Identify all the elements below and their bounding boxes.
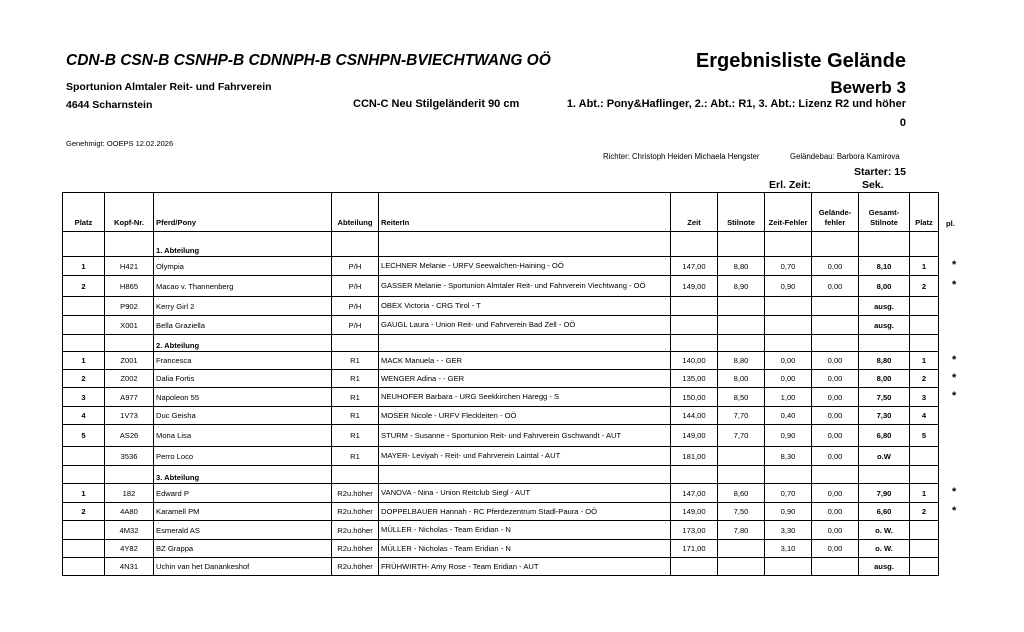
- pl-column-label: pl.: [946, 219, 955, 228]
- rider-cell: MÜLLER - Nicholas - Team Eridian - N: [379, 540, 671, 558]
- competition-number: Bewerb 3: [830, 78, 906, 97]
- col-stilnote-header: Stilnote: [718, 193, 765, 232]
- time-faults-cell: [765, 558, 812, 576]
- rider-cell: GAUGL Laura - Union Reit- und Fahrverein Bad Zell - OÖ: [379, 316, 671, 335]
- course-faults-cell: 0,00: [812, 407, 859, 425]
- course-faults-cell: 0,00: [812, 388, 859, 407]
- total-cell: 8,10: [859, 257, 910, 276]
- col-gelaendefehler-header: Gelände- fehler: [812, 193, 859, 232]
- course-faults-cell: 0,00: [812, 521, 859, 540]
- rank-cell: [910, 558, 939, 576]
- course-faults-cell: 0,00: [812, 257, 859, 276]
- style-cell: 8,80: [718, 352, 765, 370]
- horse-cell: Esmerald AS: [154, 521, 332, 540]
- rank-cell: 4: [910, 407, 939, 425]
- allowed-time-label: Erl. Zeit:: [769, 179, 812, 191]
- section-title: 1. Abteilung: [154, 232, 332, 257]
- starter-count: Starter: 15: [854, 166, 906, 178]
- empty-cell: [910, 335, 939, 352]
- style-cell: [718, 297, 765, 316]
- time-faults-cell: 8,30: [765, 447, 812, 466]
- empty-cell: [765, 335, 812, 352]
- division-cell: P/H: [332, 297, 379, 316]
- rank-cell: 2: [910, 370, 939, 388]
- division-cell: P/H: [332, 257, 379, 276]
- total-cell: ausg.: [859, 316, 910, 335]
- empty-cell: [105, 232, 154, 257]
- time-cell: 149,00: [671, 276, 718, 297]
- empty-cell: [671, 232, 718, 257]
- table-row: [63, 407, 939, 425]
- empty-cell: [379, 335, 671, 352]
- time-cell: 147,00: [671, 257, 718, 276]
- place-cell: 1: [63, 352, 105, 370]
- horse-cell: Bella Graziella: [154, 316, 332, 335]
- head-no-cell: 4Y82: [105, 540, 154, 558]
- course-faults-cell: 0,00: [812, 370, 859, 388]
- time-cell: 150,00: [671, 388, 718, 407]
- empty-cell: [718, 232, 765, 257]
- horse-cell: BZ Grappa: [154, 540, 332, 558]
- rider-cell: DOPPELBAUER Hannah - RC Pferdezentrum Stadl-Paura - OÖ: [379, 503, 671, 521]
- table-row: [63, 276, 939, 297]
- style-cell: [718, 558, 765, 576]
- rank-cell: 2: [910, 276, 939, 297]
- place-cell: 1: [63, 484, 105, 503]
- section-header-row: [63, 232, 939, 257]
- rank-cell: 5: [910, 425, 939, 447]
- time-faults-cell: 0,90: [765, 425, 812, 447]
- empty-cell: [332, 335, 379, 352]
- division-cell: R1: [332, 352, 379, 370]
- result-list-title: Ergebnisliste Gelände: [695, 50, 906, 72]
- division-cell: R1: [332, 425, 379, 447]
- empty-cell: [671, 466, 718, 484]
- rank-cell: 3: [910, 388, 939, 407]
- qualified-mark: *: [952, 259, 957, 271]
- empty-cell: [812, 335, 859, 352]
- empty-cell: [671, 335, 718, 352]
- total-cell: o.W: [859, 447, 910, 466]
- total-cell: 7,90: [859, 484, 910, 503]
- time-cell: [671, 316, 718, 335]
- col-reiterin-header: ReiterIn: [379, 193, 671, 232]
- time-faults-cell: [765, 316, 812, 335]
- head-no-cell: 1V73: [105, 407, 154, 425]
- place-cell: 2: [63, 503, 105, 521]
- place-cell: [63, 558, 105, 576]
- rider-cell: OBEX Victoria - CRG Tirol - T: [379, 297, 671, 316]
- empty-cell: [332, 466, 379, 484]
- total-cell: 8,80: [859, 352, 910, 370]
- total-cell: 8,00: [859, 370, 910, 388]
- rider-cell: FRÜHWIRTH- Amy Rose - Team Eridian - AUT: [379, 558, 671, 576]
- rank-cell: [910, 540, 939, 558]
- time-cell: 171,00: [671, 540, 718, 558]
- place-cell: [63, 540, 105, 558]
- style-cell: 7,70: [718, 425, 765, 447]
- style-cell: 8,60: [718, 484, 765, 503]
- qualified-mark: *: [952, 279, 957, 291]
- head-no-cell: A977: [105, 388, 154, 407]
- course-faults-cell: 0,00: [812, 503, 859, 521]
- course-faults-cell: [812, 297, 859, 316]
- time-cell: 181,00: [671, 447, 718, 466]
- total-cell: 7,30: [859, 407, 910, 425]
- judges: Richter: Christoph Heiden Michaela Hengster: [603, 152, 760, 161]
- total-cell: 7,50: [859, 388, 910, 407]
- empty-cell: [910, 232, 939, 257]
- rider-cell: WENGER Adina - - GER: [379, 370, 671, 388]
- rider-cell: MOSER Nicole - URFV Fleckleiten - OÖ: [379, 407, 671, 425]
- table-row: [63, 316, 939, 335]
- course-faults-cell: 0,00: [812, 352, 859, 370]
- place-cell: [63, 297, 105, 316]
- time-faults-cell: 1,00: [765, 388, 812, 407]
- course-faults-cell: 0,00: [812, 276, 859, 297]
- empty-cell: [105, 335, 154, 352]
- section-header-row: [63, 466, 939, 484]
- results-table: [62, 192, 939, 576]
- time-faults-cell: 0,90: [765, 503, 812, 521]
- col-gesamt-stilnote-header: Gesamt- Stilnote: [859, 193, 910, 232]
- place-cell: 3: [63, 388, 105, 407]
- table-row: [63, 447, 939, 466]
- horse-cell: Kerry Girl 2: [154, 297, 332, 316]
- table-row: [63, 388, 939, 407]
- style-cell: 8,50: [718, 388, 765, 407]
- table-row: [63, 297, 939, 316]
- head-no-cell: X001: [105, 316, 154, 335]
- table-row: [63, 558, 939, 576]
- horse-cell: Mona Lisa: [154, 425, 332, 447]
- time-cell: [671, 558, 718, 576]
- empty-cell: [379, 232, 671, 257]
- total-cell: o. W.: [859, 540, 910, 558]
- time-faults-cell: 0,70: [765, 257, 812, 276]
- head-no-cell: H421: [105, 257, 154, 276]
- time-faults-cell: 0,00: [765, 370, 812, 388]
- rider-cell: VANOVA - Nina - Union Reitclub Siegl - AUT: [379, 484, 671, 503]
- horse-cell: Napoleon 55: [154, 388, 332, 407]
- col-zeit-header: Zeit: [671, 193, 718, 232]
- head-no-cell: 4A80: [105, 503, 154, 521]
- place-cell: [63, 316, 105, 335]
- event-title: CDN-B CSN-B CSNHP-B CDNNPH-B CSNHPN-BVIECHTWANG OÖ: [66, 52, 551, 69]
- col-pferd-header: Pferd/Pony: [154, 193, 332, 232]
- col-rank-header: Platz: [910, 193, 939, 232]
- place-cell: 4: [63, 407, 105, 425]
- time-faults-cell: 0,70: [765, 484, 812, 503]
- rider-cell: LECHNER Melanie - URFV Seewalchen-Haining - OÖ: [379, 257, 671, 276]
- rank-cell: [910, 297, 939, 316]
- col-platz-header: Platz: [63, 193, 105, 232]
- qualified-mark: *: [952, 390, 957, 402]
- qualified-mark: *: [952, 371, 957, 384]
- place-cell: [63, 521, 105, 540]
- rider-cell: MACK Manuela - - GER: [379, 352, 671, 370]
- table-row: [63, 540, 939, 558]
- division-cell: R2u.höher: [332, 540, 379, 558]
- empty-cell: [859, 232, 910, 257]
- empty-cell: [859, 335, 910, 352]
- horse-cell: Francesca: [154, 352, 332, 370]
- place-cell: 1: [63, 257, 105, 276]
- time-cell: 173,00: [671, 521, 718, 540]
- style-cell: 7,50: [718, 503, 765, 521]
- col-kopf-nr-header: Kopf-Nr.: [105, 193, 154, 232]
- course-faults-cell: [812, 316, 859, 335]
- time-cell: [671, 297, 718, 316]
- place-cell: 2: [63, 276, 105, 297]
- time-cell: 144,00: [671, 407, 718, 425]
- horse-cell: Edward P: [154, 484, 332, 503]
- seconds-label: Sek.: [862, 179, 884, 191]
- total-cell: 6,60: [859, 503, 910, 521]
- style-cell: 8,80: [718, 257, 765, 276]
- place-cell: [63, 447, 105, 466]
- head-no-cell: 182: [105, 484, 154, 503]
- section-header-row: [63, 335, 939, 352]
- qualified-mark: *: [952, 486, 957, 498]
- style-cell: [718, 316, 765, 335]
- division-cell: P/H: [332, 316, 379, 335]
- empty-cell: [105, 466, 154, 484]
- rank-cell: [910, 521, 939, 540]
- time-faults-cell: 3,10: [765, 540, 812, 558]
- qualified-mark: *: [952, 504, 957, 517]
- head-no-cell: 4N31: [105, 558, 154, 576]
- rank-cell: [910, 447, 939, 466]
- table-row: [63, 257, 939, 276]
- total-cell: o. W.: [859, 521, 910, 540]
- time-faults-cell: 0,00: [765, 352, 812, 370]
- time-faults-cell: [765, 297, 812, 316]
- horse-cell: Duc Geisha: [154, 407, 332, 425]
- place-cell: 2: [63, 370, 105, 388]
- head-no-cell: Z001: [105, 352, 154, 370]
- table-row: [63, 484, 939, 503]
- empty-cell: [859, 466, 910, 484]
- time-faults-cell: 0,90: [765, 276, 812, 297]
- empty-cell: [332, 232, 379, 257]
- empty-cell: [718, 335, 765, 352]
- horse-cell: Macao v. Thannenberg: [154, 276, 332, 297]
- head-no-cell: Z002: [105, 370, 154, 388]
- section-title: 2. Abteilung: [154, 335, 332, 352]
- empty-cell: [63, 466, 105, 484]
- rider-cell: MÜLLER - Nicholas - Team Eridian - N: [379, 521, 671, 540]
- organizer-club: Sportunion Almtaler Reit- und Fahrverein: [66, 81, 272, 93]
- style-cell: 8,90: [718, 276, 765, 297]
- table-row: [63, 370, 939, 388]
- head-no-cell: AS26: [105, 425, 154, 447]
- rider-cell: NEUHOFER Barbara - URG Seekkirchen Haregg - S: [379, 388, 671, 407]
- course-faults-cell: [812, 558, 859, 576]
- style-cell: 8,00: [718, 370, 765, 388]
- head-no-cell: H865: [105, 276, 154, 297]
- course-faults-cell: 0,00: [812, 540, 859, 558]
- competition-name: CCN-C Neu Stilgeländerit 90 cm: [353, 98, 520, 110]
- rider-cell: MAYER- Leviyah - Reit- und Fahrverein Laintal - AUT: [379, 447, 671, 466]
- empty-cell: [63, 335, 105, 352]
- division-cell: R2u.höher: [332, 484, 379, 503]
- total-cell: 8,00: [859, 276, 910, 297]
- head-no-cell: 3536: [105, 447, 154, 466]
- empty-cell: [718, 466, 765, 484]
- horse-cell: Olympia: [154, 257, 332, 276]
- horse-cell: Perro Loco: [154, 447, 332, 466]
- division-cell: P/H: [332, 276, 379, 297]
- division-cell: R1: [332, 407, 379, 425]
- table-row: [63, 521, 939, 540]
- table-row: [63, 425, 939, 447]
- division-cell: R2u.höher: [332, 521, 379, 540]
- course-faults-cell: 0,00: [812, 447, 859, 466]
- rank-cell: 1: [910, 352, 939, 370]
- time-faults-cell: 0,40: [765, 407, 812, 425]
- empty-cell: [910, 466, 939, 484]
- divisions-description: 1. Abt.: Pony&Haflinger, 2.: Abt.: R1, 3. Abt.: Lizenz R2 und höher: [566, 98, 906, 110]
- table-row: [63, 352, 939, 370]
- empty-cell: [63, 232, 105, 257]
- total-cell: 6,80: [859, 425, 910, 447]
- table-row: [63, 503, 939, 521]
- rank-cell: [910, 316, 939, 335]
- horse-cell: Dalia Fortis: [154, 370, 332, 388]
- rider-cell: GASSER Melanie - Sportunion Almtaler Reit- und Fahrverein Viechtwang - OÖ: [379, 276, 671, 297]
- course-builder: Geländebau: Barbora Kamirova: [790, 152, 900, 161]
- organizer-city: 4644 Scharnstein: [66, 99, 153, 111]
- total-cell: ausg.: [859, 297, 910, 316]
- time-faults-cell: 3,30: [765, 521, 812, 540]
- head-no-cell: 4M32: [105, 521, 154, 540]
- total-cell: ausg.: [859, 558, 910, 576]
- division-cell: R1: [332, 388, 379, 407]
- style-cell: [718, 540, 765, 558]
- section-title: 3. Abteilung: [154, 466, 332, 484]
- division-cell: R2u.höher: [332, 558, 379, 576]
- rider-cell: STURM - Susanne - Sportunion Reit- und Fahrverein Gschwandt - AUT: [379, 425, 671, 447]
- header-zero-value: 0: [899, 117, 906, 129]
- empty-cell: [765, 466, 812, 484]
- head-no-cell: P902: [105, 297, 154, 316]
- col-zeit-fehler-header: Zeit-Fehler: [765, 193, 812, 232]
- style-cell: 7,80: [718, 521, 765, 540]
- division-cell: R1: [332, 370, 379, 388]
- time-cell: 140,00: [671, 352, 718, 370]
- empty-cell: [765, 232, 812, 257]
- division-cell: R1: [332, 447, 379, 466]
- empty-cell: [812, 232, 859, 257]
- approval-note: Genehmigt: OOEPS 12.02.2026: [66, 139, 174, 148]
- time-cell: 149,00: [671, 425, 718, 447]
- style-cell: 7,70: [718, 407, 765, 425]
- col-abteilung-header: Abteilung: [332, 193, 379, 232]
- place-cell: 5: [63, 425, 105, 447]
- rank-cell: 1: [910, 257, 939, 276]
- rank-cell: 2: [910, 503, 939, 521]
- style-cell: [718, 447, 765, 466]
- time-cell: 149,00: [671, 503, 718, 521]
- course-faults-cell: 0,00: [812, 425, 859, 447]
- table-header-row: [63, 193, 939, 232]
- empty-cell: [379, 466, 671, 484]
- horse-cell: Karamell PM: [154, 503, 332, 521]
- empty-cell: [812, 466, 859, 484]
- division-cell: R2u.höher: [332, 503, 379, 521]
- horse-cell: Uchin van het Danankeshof: [154, 558, 332, 576]
- time-cell: 147,00: [671, 484, 718, 503]
- course-faults-cell: 0,00: [812, 484, 859, 503]
- time-cell: 135,00: [671, 370, 718, 388]
- rank-cell: 1: [910, 484, 939, 503]
- qualified-mark: *: [952, 353, 957, 366]
